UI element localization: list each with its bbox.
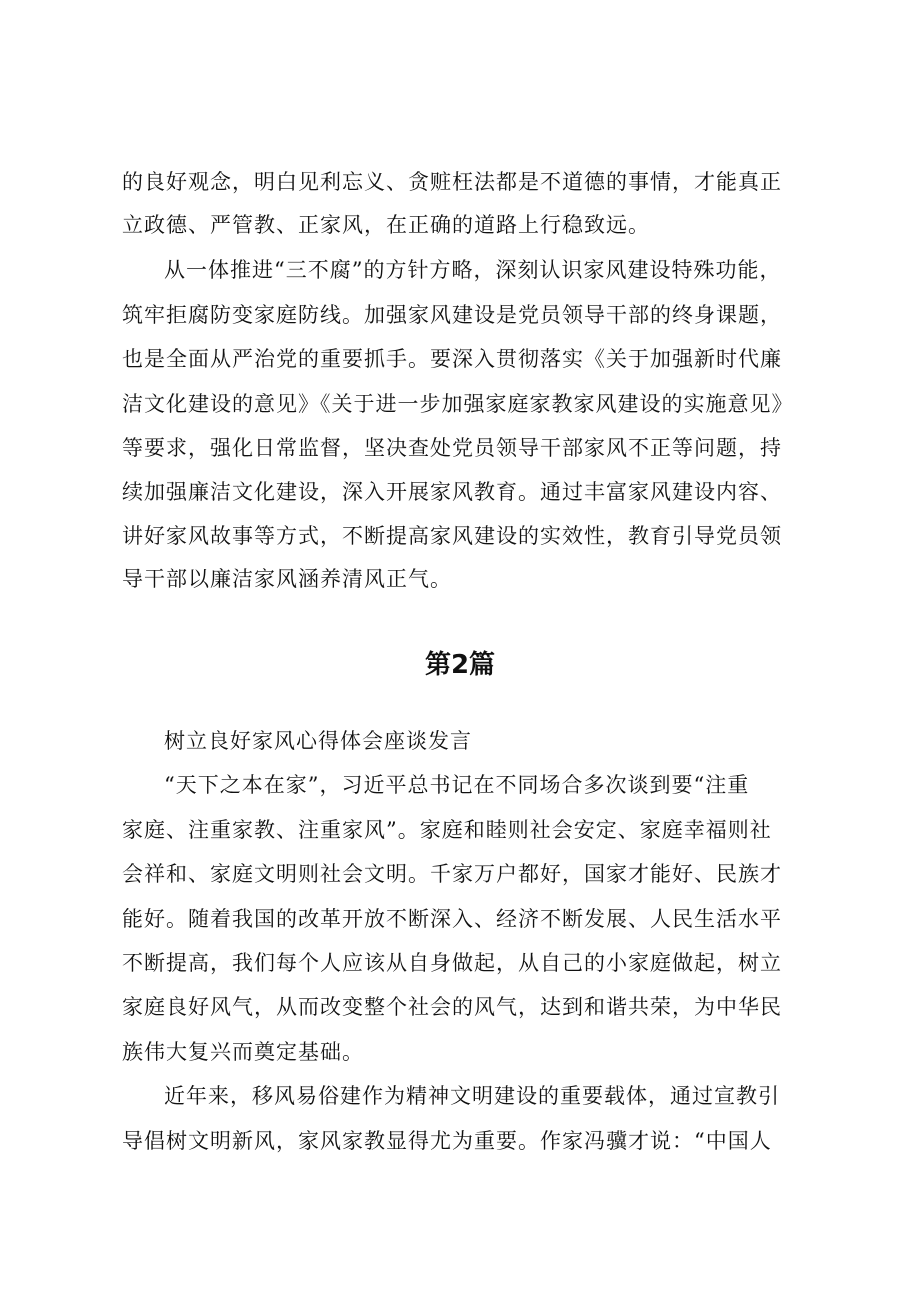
paragraph-line: 续加强廉洁文化建设，深入开展家风教育。通过丰富家风建设内容、 [122, 480, 782, 504]
paragraph-line: 立政德、严管教、正家风，在正确的道路上行稳致远。 [122, 213, 650, 237]
paragraph-line: 导倡树文明新风，家风家教显得尤为重要。作家冯骥才说：“中国人 [122, 1129, 772, 1153]
paragraph-line: 不断提高，我们每个人应该从自身做起，从自己的小家庭做起，树立 [122, 951, 782, 975]
article-subtitle: 树立良好家风心得体会座谈发言 [164, 729, 472, 753]
paragraph-line: 讲好家风故事等方式，不断提高家风建设的实效性，教育引导党员领 [122, 524, 782, 548]
paragraph-line: 家庭良好风气，从而改变整个社会的风气，达到和谐共荣，为中华民 [122, 995, 782, 1019]
paragraph-line: 从一体推进“三不腐”的方针方略，深刻认识家风建设特殊功能， [164, 258, 782, 282]
paragraph-line: 也是全面从严治党的重要抓手。要深入贯彻落实《关于加强新时代廉 [122, 347, 782, 371]
paragraph-line: 能好。随着我国的改革开放不断深入、经济不断发展、人民生活水平 [122, 907, 782, 931]
paragraph-line: 近年来，移风易俗建作为精神文明建设的重要载体，通过宣教引 [164, 1084, 780, 1108]
section-heading: 第2篇 [424, 650, 496, 680]
paragraph-line: 会祥和、家庭文明则社会文明。千家万户都好，国家才能好、民族才 [122, 862, 782, 886]
paragraph-line: 洁文化建设的意见》《关于进一步加强家庭家教家风建设的实施意见》 [122, 392, 794, 416]
paragraph-line: “天下之本在家”，习近平总书记在不同场合多次谈到要“注重 [164, 773, 750, 797]
paragraph-line: 的良好观念，明白见利忘义、贪赃枉法都是不道德的事情，才能真正 [122, 170, 782, 194]
paragraph-line: 家庭、注重家教、注重家风”。家庭和睦则社会安定、家庭幸福则社 [122, 818, 772, 842]
paragraph-line: 族伟大复兴而奠定基础。 [122, 1040, 364, 1064]
paragraph-line: 筑牢拒腐防变家庭防线。加强家风建设是党员领导干部的终身课题， [122, 303, 782, 327]
paragraph-line: 导干部以廉洁家风涵养清风正气。 [122, 567, 452, 591]
paragraph-line: 等要求，强化日常监督，坚决查处党员领导干部家风不正等问题，持 [122, 436, 782, 460]
